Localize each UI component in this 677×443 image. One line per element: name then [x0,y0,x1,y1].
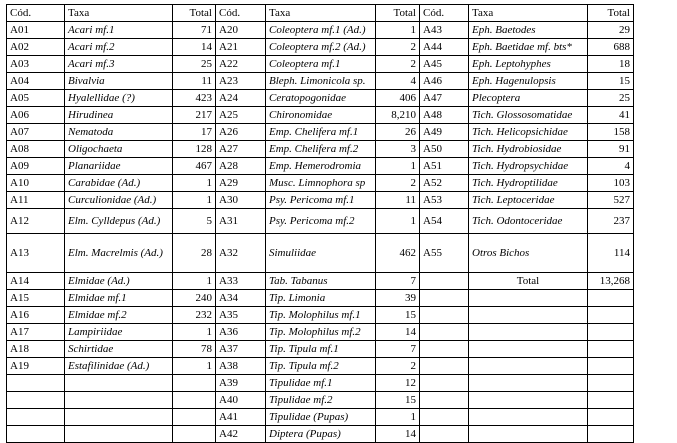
cell-taxon [469,324,588,341]
cell-code: A22 [216,56,266,73]
cell-total: 240 [173,290,216,307]
cell-taxon: Tip. Molophilus mf.2 [266,324,376,341]
cell-taxon: Tich. Hydroptilidae [469,175,588,192]
cell-code [420,307,469,324]
table-row [7,90,634,107]
cell-taxon: Tipulidae (Pupas) [266,409,376,426]
cell-code: A21 [216,39,266,56]
cell-total: 3 [376,141,420,158]
cell-taxon: Coleoptera mf.2 (Ad.) [266,39,376,56]
cell-taxon: Ceratopogonidae [266,90,376,107]
cell-taxon: Otros Bichos [469,234,588,273]
cell-taxon [469,290,588,307]
cell-total: 2 [376,358,420,375]
cell-taxon: Elmidae (Ad.) [65,273,173,290]
cell-taxon: Bleph. Limonicola sp. [266,73,376,90]
cell-total [588,307,634,324]
cell-taxon: Psy. Pericoma mf.2 [266,209,376,234]
cell-code: A51 [420,158,469,175]
cell-code: A50 [420,141,469,158]
cell-total: 11 [173,73,216,90]
cell-taxon: Emp. Chelifera mf.1 [266,124,376,141]
cell-taxon: Tab. Tabanus [266,273,376,290]
cell-code: A31 [216,209,266,234]
cell-taxon: Carabidae (Ad.) [65,175,173,192]
table-row [7,392,634,409]
cell-total [588,358,634,375]
cell-code [7,375,65,392]
cell-taxon: Elmidae mf.2 [65,307,173,324]
cell-taxon [65,426,173,443]
cell-code: A39 [216,375,266,392]
cell-code [420,273,469,290]
cell-code: A08 [7,141,65,158]
cell-total: 462 [376,234,420,273]
cell-total: 232 [173,307,216,324]
cell-code: A30 [216,192,266,209]
cell-total: 39 [376,290,420,307]
table-row [7,22,634,39]
cell-code: A11 [7,192,65,209]
cell-taxon: Simuliidae [266,234,376,273]
cell-total [588,409,634,426]
cell-taxon: Acari mf.1 [65,22,173,39]
cell-total: 1 [376,209,420,234]
cell-total [173,375,216,392]
cell-taxon: Coleoptera mf.1 (Ad.) [266,22,376,39]
cell-total: 15 [588,73,634,90]
cell-taxon: Tich. Hydrobiosidae [469,141,588,158]
cell-total: 71 [173,22,216,39]
cell-total: 688 [588,39,634,56]
header-taxa: Taxa [469,5,588,22]
cell-total: 25 [173,56,216,73]
cell-code: A52 [420,175,469,192]
cell-taxon: Hirudinea [65,107,173,124]
cell-code: A03 [7,56,65,73]
cell-code: A43 [420,22,469,39]
cell-code: A45 [420,56,469,73]
cell-taxon: Elm. Macrelmis (Ad.) [65,234,173,273]
cell-taxon: Lampiriidae [65,324,173,341]
cell-taxon: Tip. Limonia [266,290,376,307]
header-total: Total [376,5,420,22]
cell-total: 1 [173,324,216,341]
cell-code [420,375,469,392]
cell-taxon [469,375,588,392]
cell-code: A46 [420,73,469,90]
cell-code: A48 [420,107,469,124]
cell-total [173,409,216,426]
cell-total [173,426,216,443]
cell-taxon: Nematoda [65,124,173,141]
cell-code [420,358,469,375]
cell-code [420,324,469,341]
cell-taxon: Plecoptera [469,90,588,107]
cell-taxon: Emp. Hemerodromia [266,158,376,175]
cell-code [420,392,469,409]
cell-total [588,290,634,307]
cell-code [7,392,65,409]
cell-total: 1 [173,175,216,192]
cell-code: A25 [216,107,266,124]
table-row [7,107,634,124]
cell-total: 527 [588,192,634,209]
cell-total [173,392,216,409]
cell-code: A05 [7,90,65,107]
cell-taxon: Tip. Tipula mf.1 [266,341,376,358]
table-row [7,358,634,375]
cell-code: A42 [216,426,266,443]
cell-taxon: Elm. Cylldepus (Ad.) [65,209,173,234]
cell-total: 1 [173,192,216,209]
cell-code [7,409,65,426]
cell-code: A19 [7,358,65,375]
cell-taxon [65,392,173,409]
cell-code: A01 [7,22,65,39]
table-row [7,175,634,192]
cell-total: 91 [588,141,634,158]
cell-code: A09 [7,158,65,175]
cell-taxon: Tich. Odontoceridae [469,209,588,234]
cell-code: A07 [7,124,65,141]
cell-total: 237 [588,209,634,234]
cell-taxon: Psy. Pericoma mf.1 [266,192,376,209]
cell-total [588,341,634,358]
header-cod: Cód. [420,5,469,22]
cell-code: A02 [7,39,65,56]
cell-taxon: Eph. Baetidae mf. bts* [469,39,588,56]
cell-taxon: Chironomidae [266,107,376,124]
cell-taxon: Planariidae [65,158,173,175]
cell-code: A37 [216,341,266,358]
cell-total: 28 [173,234,216,273]
cell-code: A24 [216,90,266,107]
table-row [7,141,634,158]
cell-code: A35 [216,307,266,324]
cell-code: A47 [420,90,469,107]
cell-taxon: Tich. Glossosomatidae [469,107,588,124]
cell-taxon: Tipulidae mf.2 [266,392,376,409]
cell-taxon: Coleoptera mf.1 [266,56,376,73]
cell-taxon: Musc. Limnophora sp [266,175,376,192]
cell-code: A15 [7,290,65,307]
cell-total [588,324,634,341]
cell-taxon [469,341,588,358]
cell-code: A12 [7,209,65,234]
cell-code: A55 [420,234,469,273]
cell-code [420,409,469,426]
grand-total-label: Total [469,273,588,290]
cell-code: A54 [420,209,469,234]
cell-total: 29 [588,22,634,39]
table-row [7,124,634,141]
table-row [7,273,634,290]
cell-total: 158 [588,124,634,141]
header-cod: Cód. [7,5,65,22]
cell-total [588,375,634,392]
cell-taxon: Diptera (Pupas) [266,426,376,443]
header-cod: Cód. [216,5,266,22]
cell-code: A28 [216,158,266,175]
cell-taxon: Curculionidae (Ad.) [65,192,173,209]
cell-total: 103 [588,175,634,192]
cell-total: 423 [173,90,216,107]
cell-taxon: Emp. Chelifera mf.2 [266,141,376,158]
cell-total: 4 [588,158,634,175]
cell-total: 7 [376,273,420,290]
cell-taxon: Acari mf.2 [65,39,173,56]
table-row [7,39,634,56]
cell-taxon [65,375,173,392]
cell-total: 217 [173,107,216,124]
cell-total [588,426,634,443]
cell-code [7,426,65,443]
cell-code: A13 [7,234,65,273]
cell-code: A38 [216,358,266,375]
cell-code: A49 [420,124,469,141]
cell-total: 1 [376,409,420,426]
cell-code: A44 [420,39,469,56]
cell-taxon [469,392,588,409]
cell-total: 41 [588,107,634,124]
cell-code: A36 [216,324,266,341]
cell-total: 5 [173,209,216,234]
cell-taxon: Hyalellidae (?) [65,90,173,107]
cell-total: 2 [376,39,420,56]
cell-code: A04 [7,73,65,90]
cell-total: 2 [376,175,420,192]
cell-code: A33 [216,273,266,290]
cell-taxon: Schirtidae [65,341,173,358]
cell-taxon: Oligochaeta [65,141,173,158]
header-total: Total [173,5,216,22]
cell-total: 15 [376,307,420,324]
cell-taxon: Elmidae mf.1 [65,290,173,307]
cell-taxon: Eph. Hagenulopsis [469,73,588,90]
cell-code [420,426,469,443]
cell-total: 4 [376,73,420,90]
cell-code: A14 [7,273,65,290]
table-row [7,209,634,234]
cell-taxon: Tipulidae mf.1 [266,375,376,392]
cell-code [420,290,469,307]
table-row [7,56,634,73]
header-taxa: Taxa [266,5,376,22]
taxa-table [6,4,634,443]
cell-total: 128 [173,141,216,158]
table-row [7,375,634,392]
cell-total: 25 [588,90,634,107]
cell-taxon: Tip. Tipula mf.2 [266,358,376,375]
cell-total: 17 [173,124,216,141]
cell-taxon: Estafilinidae (Ad.) [65,358,173,375]
cell-taxon [469,358,588,375]
cell-taxon [65,409,173,426]
table-row [7,426,634,443]
table-row [7,234,634,273]
cell-taxon: Tich. Leptoceridae [469,192,588,209]
cell-code: A27 [216,141,266,158]
cell-total: 406 [376,90,420,107]
table-row [7,290,634,307]
cell-code: A29 [216,175,266,192]
header-row [7,5,634,22]
cell-total: 12 [376,375,420,392]
cell-taxon: Acari mf.3 [65,56,173,73]
cell-total: 1 [376,158,420,175]
cell-total [588,392,634,409]
cell-code: A40 [216,392,266,409]
cell-total: 8,210 [376,107,420,124]
cell-taxon: Tich. Helicopsichidae [469,124,588,141]
cell-code: A16 [7,307,65,324]
cell-code: A26 [216,124,266,141]
cell-taxon: Bivalvia [65,73,173,90]
cell-taxon [469,426,588,443]
cell-code: A23 [216,73,266,90]
grand-total-value: 13,268 [588,273,634,290]
cell-code: A17 [7,324,65,341]
cell-code [420,341,469,358]
table-row [7,192,634,209]
cell-total: 26 [376,124,420,141]
header-total: Total [588,5,634,22]
cell-taxon: Eph. Baetodes [469,22,588,39]
cell-taxon: Eph. Leptohyphes [469,56,588,73]
cell-total: 7 [376,341,420,358]
table-row [7,324,634,341]
cell-total: 1 [173,358,216,375]
cell-total: 78 [173,341,216,358]
cell-total: 14 [376,426,420,443]
cell-total: 1 [376,22,420,39]
cell-total: 14 [376,324,420,341]
cell-taxon: Tich. Hydropsychidae [469,158,588,175]
cell-total: 14 [173,39,216,56]
cell-taxon: Tip. Molophilus mf.1 [266,307,376,324]
cell-code: A20 [216,22,266,39]
cell-total: 11 [376,192,420,209]
table-row [7,307,634,324]
cell-code: A06 [7,107,65,124]
cell-code: A18 [7,341,65,358]
table-row [7,409,634,426]
cell-total: 2 [376,56,420,73]
table-row [7,341,634,358]
cell-total: 467 [173,158,216,175]
table-row [7,73,634,90]
cell-code: A32 [216,234,266,273]
cell-code: A53 [420,192,469,209]
cell-code: A10 [7,175,65,192]
header-taxa: Taxa [65,5,173,22]
cell-total: 1 [173,273,216,290]
cell-taxon [469,307,588,324]
cell-code: A41 [216,409,266,426]
table-row [7,158,634,175]
cell-total: 114 [588,234,634,273]
cell-taxon [469,409,588,426]
cell-code: A34 [216,290,266,307]
cell-total: 15 [376,392,420,409]
cell-total: 18 [588,56,634,73]
